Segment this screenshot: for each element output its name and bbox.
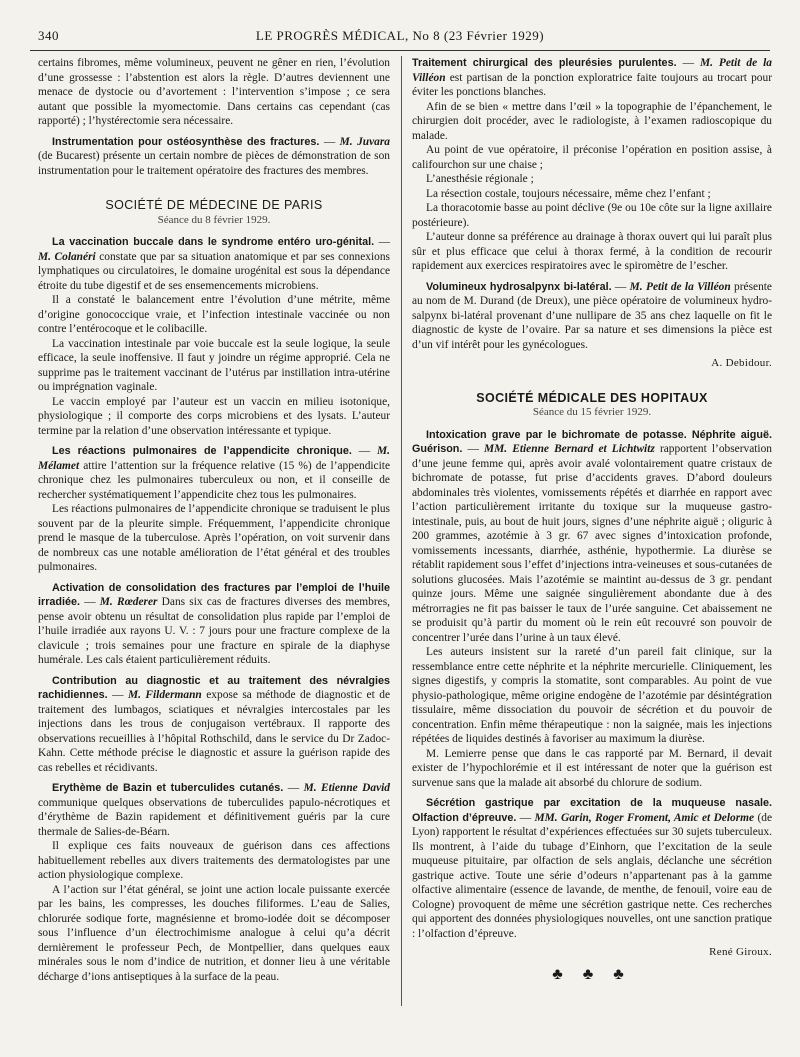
paragraph: A l’action sur l’état général, se joint une action locale puissante exercée par les bains, les compresses, les douches filiformes. L’eau de Salies, chlorurée sodique forte, magnésienne et bromo-iodée doit se décomposer sous l’influence d’un électrochimisme analogue à celui qu’a décrit dernièrement le professeur Pech, de Montpellier, dans quelques eaux minérales sous le nom d’indice de nutrition, et donner lieu à une véritable décharge d’ions antiseptiques à la surface de la peau. — [38, 883, 390, 983]
article-body: est partisan de la ponction exploratrice faite toujours au trocart pour éviter les ponctions blanches. — [412, 71, 772, 98]
article-author: M. Rœderer — [99, 596, 158, 608]
article-author: M. Etienne David — [303, 782, 390, 794]
article-body: attire l’attention sur la fréquence relative (15 %) de l’appendicite chronique chez les pulmonaires tuberculeux ou non, et il conseille de rechercher systématiquement l’appendicite chez tous les pulmonaires. — [38, 459, 391, 501]
article-heading: Intoxication grave par le bichromate de potasse. Néphrite aiguë. Guérison. — [412, 428, 772, 455]
section-title: SOCIÉTÉ MÉDICALE DES HOPITAUX — [476, 390, 708, 405]
ornament-icon: ♣ ♣ ♣ — [552, 965, 632, 983]
article-heading: Sécrétion gastrique par excitation de la muqueuse nasale. Olfaction d’épreuve. — [412, 797, 772, 824]
article-body: Dans six cas de fractures diverses des membres, pense avoir obtenu un résultat de consolidation plus rapide par l’emploi de l’huile irradiée aux rayons U. V. : 7 jours pour une fracture complexe de la clavicule ; trois semaines pour une fracture en spirale de la diaphyse humérale. Les cals étaient particulièrement réduits. — [38, 596, 390, 666]
paragraph: Au point de vue opératoire, il préconise l’opération en position assise, à califourchon sur une chaise ; — [412, 144, 772, 171]
paragraph: La thoracotomie basse au point déclive (9e ou 10e côte sur la ligne axillaire postérieure). — [412, 202, 772, 229]
paragraph: La vaccination intestinale par voie buccale est la seule logique, la seule efficace, la seule inoffensive. Il faut y joindre un régime approprié. Cela ne supprime pas le traitement vaccinant de l’utérus par instillation intra-utérine ou imprégnation vaginale. — [38, 337, 390, 393]
article-heading: Traitement chirurgical des pleurésies purulentes. — [412, 57, 677, 69]
article-body: expose sa méthode de diagnostic et de traitement des lumbagos, sciatiques et névralgies intercostales par les injections dans les trous de conjugaison vertébraux. Il rapporte des observations recueillies à l’hôpital Rothschild, dans le service du Dr Zadoc-Kahn. Cette méthode précise le diagnostic et assure la guérison rapide des cas rebelles et récidivants. — [38, 689, 390, 774]
article-pulmonaires: Les réactions pulmonaires de l’appendicite chronique. — M. Mélamet attire l’attention sur la fréquence relative (15 %) de l’appendicite chronique chez les pulmonaires tuberculeux ou non, et il conseille de rechercher systématiquement l’appendicite chez tous les pulmonaires. — [38, 445, 391, 501]
right-column — [412, 56, 772, 982]
paragraph: La résection costale, toujours nécessaire, même chez l’enfant ; — [426, 187, 711, 200]
article-traitement: Traitement chirurgical des pleurésies purulentes. — M. Petit de la Villéon est partisan de la ponction exploratrice faite toujours au trocart pour éviter les ponctions blanches. — [412, 57, 773, 98]
article-vaccination: La vaccination buccale dans le syndrome entéro uro-génital. — M. Colanéri constate que par sa situation anatomique et par ses connexions lymphatiques ou circulatoires, le domaine urogénital est sous la dépendance étroite du tube digestif et de ses ensemencements microbiens. — [38, 236, 390, 292]
article-heading: Erythème de Bazin et tuberculides cutanés. — [52, 782, 284, 794]
article-body: (de Lyon) rapportent le résultat d’expériences effectuées sur 30 sujets tuberculeux. Ils montrent, à l’aide du tubage d’Einhorn, que l’excitation de la seule muqueuse pituitaire, par olfaction de sels anglais, déclanche une sécrétion gastrique active. Toute une série d’odeurs n’appartenant pas à la gamme olfactive alimentaire (essence de lavande, de menthe, de fenouil, voire eau de Cologne) provoquent de même une sécrétion gastrique nette. Ces recherches qui apportent des données physiologiques nouvelles, ont une sanction pratique : l’olfaction d’épreuve. — [412, 811, 772, 940]
article-body: rapportent l’observation d’une jeune femme qui, après avoir avalé volontairement quatre cristaux de bichromate de potasse, fut prise d’accidents graves. D’abord douleurs abdominales très violentes, vomissements répétés et diarrhée en rapport avec l’action particulièrement irritante du toxique sur la muqueuse gastro-intestinale, puis, au bout de huit jours, signes d’une néphrite aiguë ; oliguric à 200 grammes, azotémie à 3 gr. 67 avec signes d’intoxication profonde, vomissements incessants, diarrhée, asthénie, hypothermie. La diurèse se rétablit rapidement sous l’effet d’injections intra-veineuses et sous-cutanées de solutions glucosées. Mais l’azotémie se maintint au-dessus de 3 gr. pendant quinze jours. Même une saignée singulièrement abondante due à des métrorragies ne fit pas baisser le taux de l’urée sanguine. Cet abaissement ne se produisit qu’à partir du moment où le rein eût recouvré son pouvoir de concentrer l’urée dans l’urine à un taux élevé. — [412, 443, 772, 644]
section-date: Séance du 8 février 1929. — [157, 213, 271, 226]
column-divider — [401, 56, 402, 1006]
article-body: présente au nom de M. Durand (de Dreux), une pièce opératoire de volumineux hydro-salpynx bi-latéral provenant d’une nullipare de 35 ans chez laquelle on fit le diagnostic de kyste de l’ovaire. Par sa nature et ses dimensions la pièce est d’un vif intérêt pour les gynécologues. — [412, 280, 772, 351]
article-erytheme: Erythème de Bazin et tuberculides cutanés. — M. Etienne David communique quelques observations de tuberculides papulo-nécrotiques et d’érythème de Bazin rapidement et définitivement guéris par la cure thermale de Salies-de-Béarn. — [38, 782, 390, 838]
article-author: M. Fildermann — [127, 689, 202, 701]
article-hydrosalpynx: Volumineux hydrosalpynx bi-latéral. — M. Petit de la Villéon présente au nom de M. Durand (de Dreux), une pièce opératoire de volumineux hydro-salpynx bi-latéral provenant d’une nullipare de 35 ans chez laquelle on fit le diagnostic de kyste de l’ovaire. Par sa nature et ses dimensions la pièce est d’un vif intérêt pour les gynécologues. — [412, 280, 772, 351]
article-author: M. Petit de la Villéon — [412, 57, 773, 84]
article-intoxication: Intoxication grave par le bichromate de potasse. Néphrite aiguë. Guérison. — MM. Etienne Bernard et Lichtwitz rapportent l’observation d’une jeune femme qui, après avoir avalé volontairement quatre cristaux de bichromate de potasse, fut prise d’accidents graves. D’abord douleurs abdominales très violentes, vomissements répétés et diarrhée en rapport avec l’action particulièrement irritante du toxique sur la muqueuse gastro-intestinale, puis, au bout de huit jours, signes d’une néphrite aiguë ; oliguric à 200 grammes, azotémie à 3 gr. 67 avec signes d’intoxication profonde, vomissements incessants, diarrhée, asthénie, hypothermie. La diurèse se rétablit rapidement sous l’effet d’injections intra-veineuses et sous-cutanées de solutions glucosées. Mais l’azotémie se maintint au-dessus de 3 gr. pendant quinze jours. Même une saignée singulièrement abondante due à des métrorragies ne fit pas baisser le taux de l’urée sanguine. Cet abaissement ne se produisit qu’à partir du moment où le rein eût recouvré son pouvoir de concentrer l’urée dans l’urine à un taux élevé. — [412, 428, 772, 644]
article-instrumentation: Instrumentation pour ostéosynthèse des fractures. — M. Juvara (de Bucarest) présente un certain nombre de pièces de démonstration de son instrumentation pour le traitement opératoire des fractures des membres. — [38, 135, 391, 177]
page-header — [30, 28, 770, 46]
signature: A. Debidour. — [711, 357, 772, 369]
article-author: M. Colanéri — [38, 250, 96, 263]
article-author: M. Juvara — [339, 135, 391, 148]
paragraph: M. Lemierre pense que dans le cas rapporté par M. Bernard, il devait exister de l’hypochlorémie et il est intéressant de noter que la guérison est survenue sans que la malade ait absorbé du chlorure de sodium. — [412, 747, 772, 789]
article-contribution: Contribution au diagnostic et au traitement des névralgies rachidiennes. — M. Fildermann expose sa méthode de diagnostic et de traitement des lumbagos, sciatiques et névralgies intercostales par les injections dans les trous de conjugaison vertébraux. Il rapporte des observations recueillies à l’hôpital Rothschild, dans le service du Dr Zadoc-Kahn. Cette méthode précise le diagnostic et assure la guérison rapide des cas rebelles et récidivants. — [38, 674, 390, 774]
left-column — [38, 56, 390, 984]
paragraph: Les auteurs insistent sur la rareté d’un pareil fait clinique, sur la ressemblance entre cette néphrite et la néphrite mercurielle. Cliniquement, les signes digestifs, y compris la stomatite, sont comparables. Au point de vue physio-pathologique, même origine endogène de l’azotémie par désintégration tissulaire, même dissociation du pouvoir de sécrétion et du pouvoir de concentration. Enfin même thérapeutique : non la saignée, mais les injections répétées de liquides destinés à favoriser au maximum la diurèse. — [412, 646, 772, 745]
article-body: communique quelques observations de tuberculides papulo-nécrotiques et d’érythème de Bazin rapidement et définitivement guéris par la cure thermale de Salies-de-Béarn. — [38, 796, 390, 838]
article-activation: Activation de consolidation des fractures par l’emploi de l’huile irradiée. — M. Rœderer Dans six cas de fractures diverses des membres, pense avoir obtenu un résultat de consolidation plus rapide par l’emploi de l’huile irradiée aux rayons U. V. : 7 jours pour une fracture complexe de la clavicule ; trois semaines pour une fracture en spirale de la diaphyse humérale. Les cals étaient particulièrement réduits. — [38, 581, 390, 666]
article-author: M. Petit de la Villéon — [629, 280, 731, 293]
journal-title: LE PROGRÈS MÉDICAL, No 8 (23 Février 1929) — [255, 28, 545, 43]
header-rule — [30, 50, 770, 51]
article-heading: Instrumentation pour ostéosynthèse des fractures. — [52, 135, 320, 148]
paragraph: Il a constaté le balancement entre l’évolution d’une métrite, même d’origine gonococcique vraie, et l’infection intestinale vaccinée ou non contre l’entérocoque et le colibacille. — [38, 294, 390, 335]
article-body: (de Bucarest) présente un certain nombre de pièces de démonstration de son instrumentation pour le traitement opératoire des fractures des membres. — [38, 150, 390, 177]
article-heading: Volumineux hydrosalpynx bi-latéral. — [426, 280, 612, 293]
article-heading: Contribution au diagnostic et au traitement des névralgies rachidiennes. — [38, 674, 390, 701]
paragraph: Afin de se bien « mettre dans l’œil » la topographie de l’épanchement, le chirurgien doit procéder, avec le radiologiste, à l’examen radioscopique du malade. — [412, 100, 772, 142]
article-author: M. Mélamet — [38, 445, 390, 472]
article-author: MM. Etienne Bernard et Lichtwitz — [484, 443, 655, 455]
section-title: SOCIÉTÉ DE MÉDECINE DE PARIS — [105, 198, 323, 212]
article-heading: Les réactions pulmonaires de l’appendicite chronique. — [52, 445, 352, 457]
paragraph: Les réactions pulmonaires de l’appendicite chronique se traduisent le plus souvent par de la pleurite simple. Fréquemment, l’appendicite chronique prend le masque de la tuberculose. Après l’opération, on voit survenir dans de nombreux cas une notable amélioration de l’état général et des troubles pulmonaires. — [38, 503, 390, 573]
article-author: MM. Garin, Roger Froment, Amic et Delorme — [534, 811, 755, 824]
section-date: Séance du 15 février 1929. — [532, 406, 652, 418]
article-heading: Activation de consolidation des fractures par l’emploi de l’huile irradiée. — [38, 581, 390, 608]
paragraph: Il explique ces faits nouveaux de guérison dans ces affections habituellement rebelles aux divers traitements des dermatologistes par une action physiologique complexe. — [38, 840, 390, 881]
paragraph: Le vaccin employé par l’auteur est un vaccin en milieu isotonique, physiologique ; il comporte des corps microbiens et des lysats. L’auteur termine par la relation d’une observation intéressante et typique. — [38, 395, 390, 437]
paragraph: L’anesthésie régionale ; — [426, 173, 534, 185]
article-heading: La vaccination buccale dans le syndrome entéro uro-génital. — [52, 236, 375, 248]
paragraph: certains fibromes, même volumineux, peuvent ne gêner en rien, l’évolution d’une grossesse : l’abstention est alors la règle. D’autres deviennent une menace de dystocie ou d’avortement : l’intervention s’impose ; ce sera autant que possible la myomectomie. Dans certains cas cependant (cas rapporté) ; l’hystérectomie sera nécessaire. — [38, 57, 390, 127]
page-number: 340 — [38, 28, 59, 43]
paragraph: L’auteur donne sa préférence au drainage à thorax ouvert qui lui paraît plus sûr et plus efficace que celui à thorax fermé, à la condition de recourir rapidement aux exercices respiratoires avec le spiromètre de l’escher. — [412, 231, 772, 272]
article-body: constate que par sa situation anatomique et par ses connexions lymphatiques ou circulatoires, le domaine urogénital est sous la dépendance étroite du tube digestif et de ses ensemencements microbiens. — [38, 250, 390, 292]
article-secretion: Sécrétion gastrique par excitation de la muqueuse nasale. Olfaction d’épreuve. — MM. Garin, Roger Froment, Amic et Delorme (de Lyon) rapportent le résultat d’expériences effectuées sur 30 sujets tuberculeux. Ils montrent, à l’aide du tubage d’Einhorn, que l’excitation de la seule muqueuse pituitaire, par olfaction de sels anglais, déclanche une sécrétion gastrique active. Toute une série d’odeurs n’appartenant pas à la gamme olfactive alimentaire (essence de lavande, de menthe, de fenouil, voire eau de Cologne) provoquent de même une sécrétion gastrique nette. Ces recherches qui apportent des données physiologiques nouvelles, ont une sanction pratique : l’olfaction d’épreuve. — [412, 797, 772, 940]
signature: René Giroux. — [709, 946, 772, 958]
